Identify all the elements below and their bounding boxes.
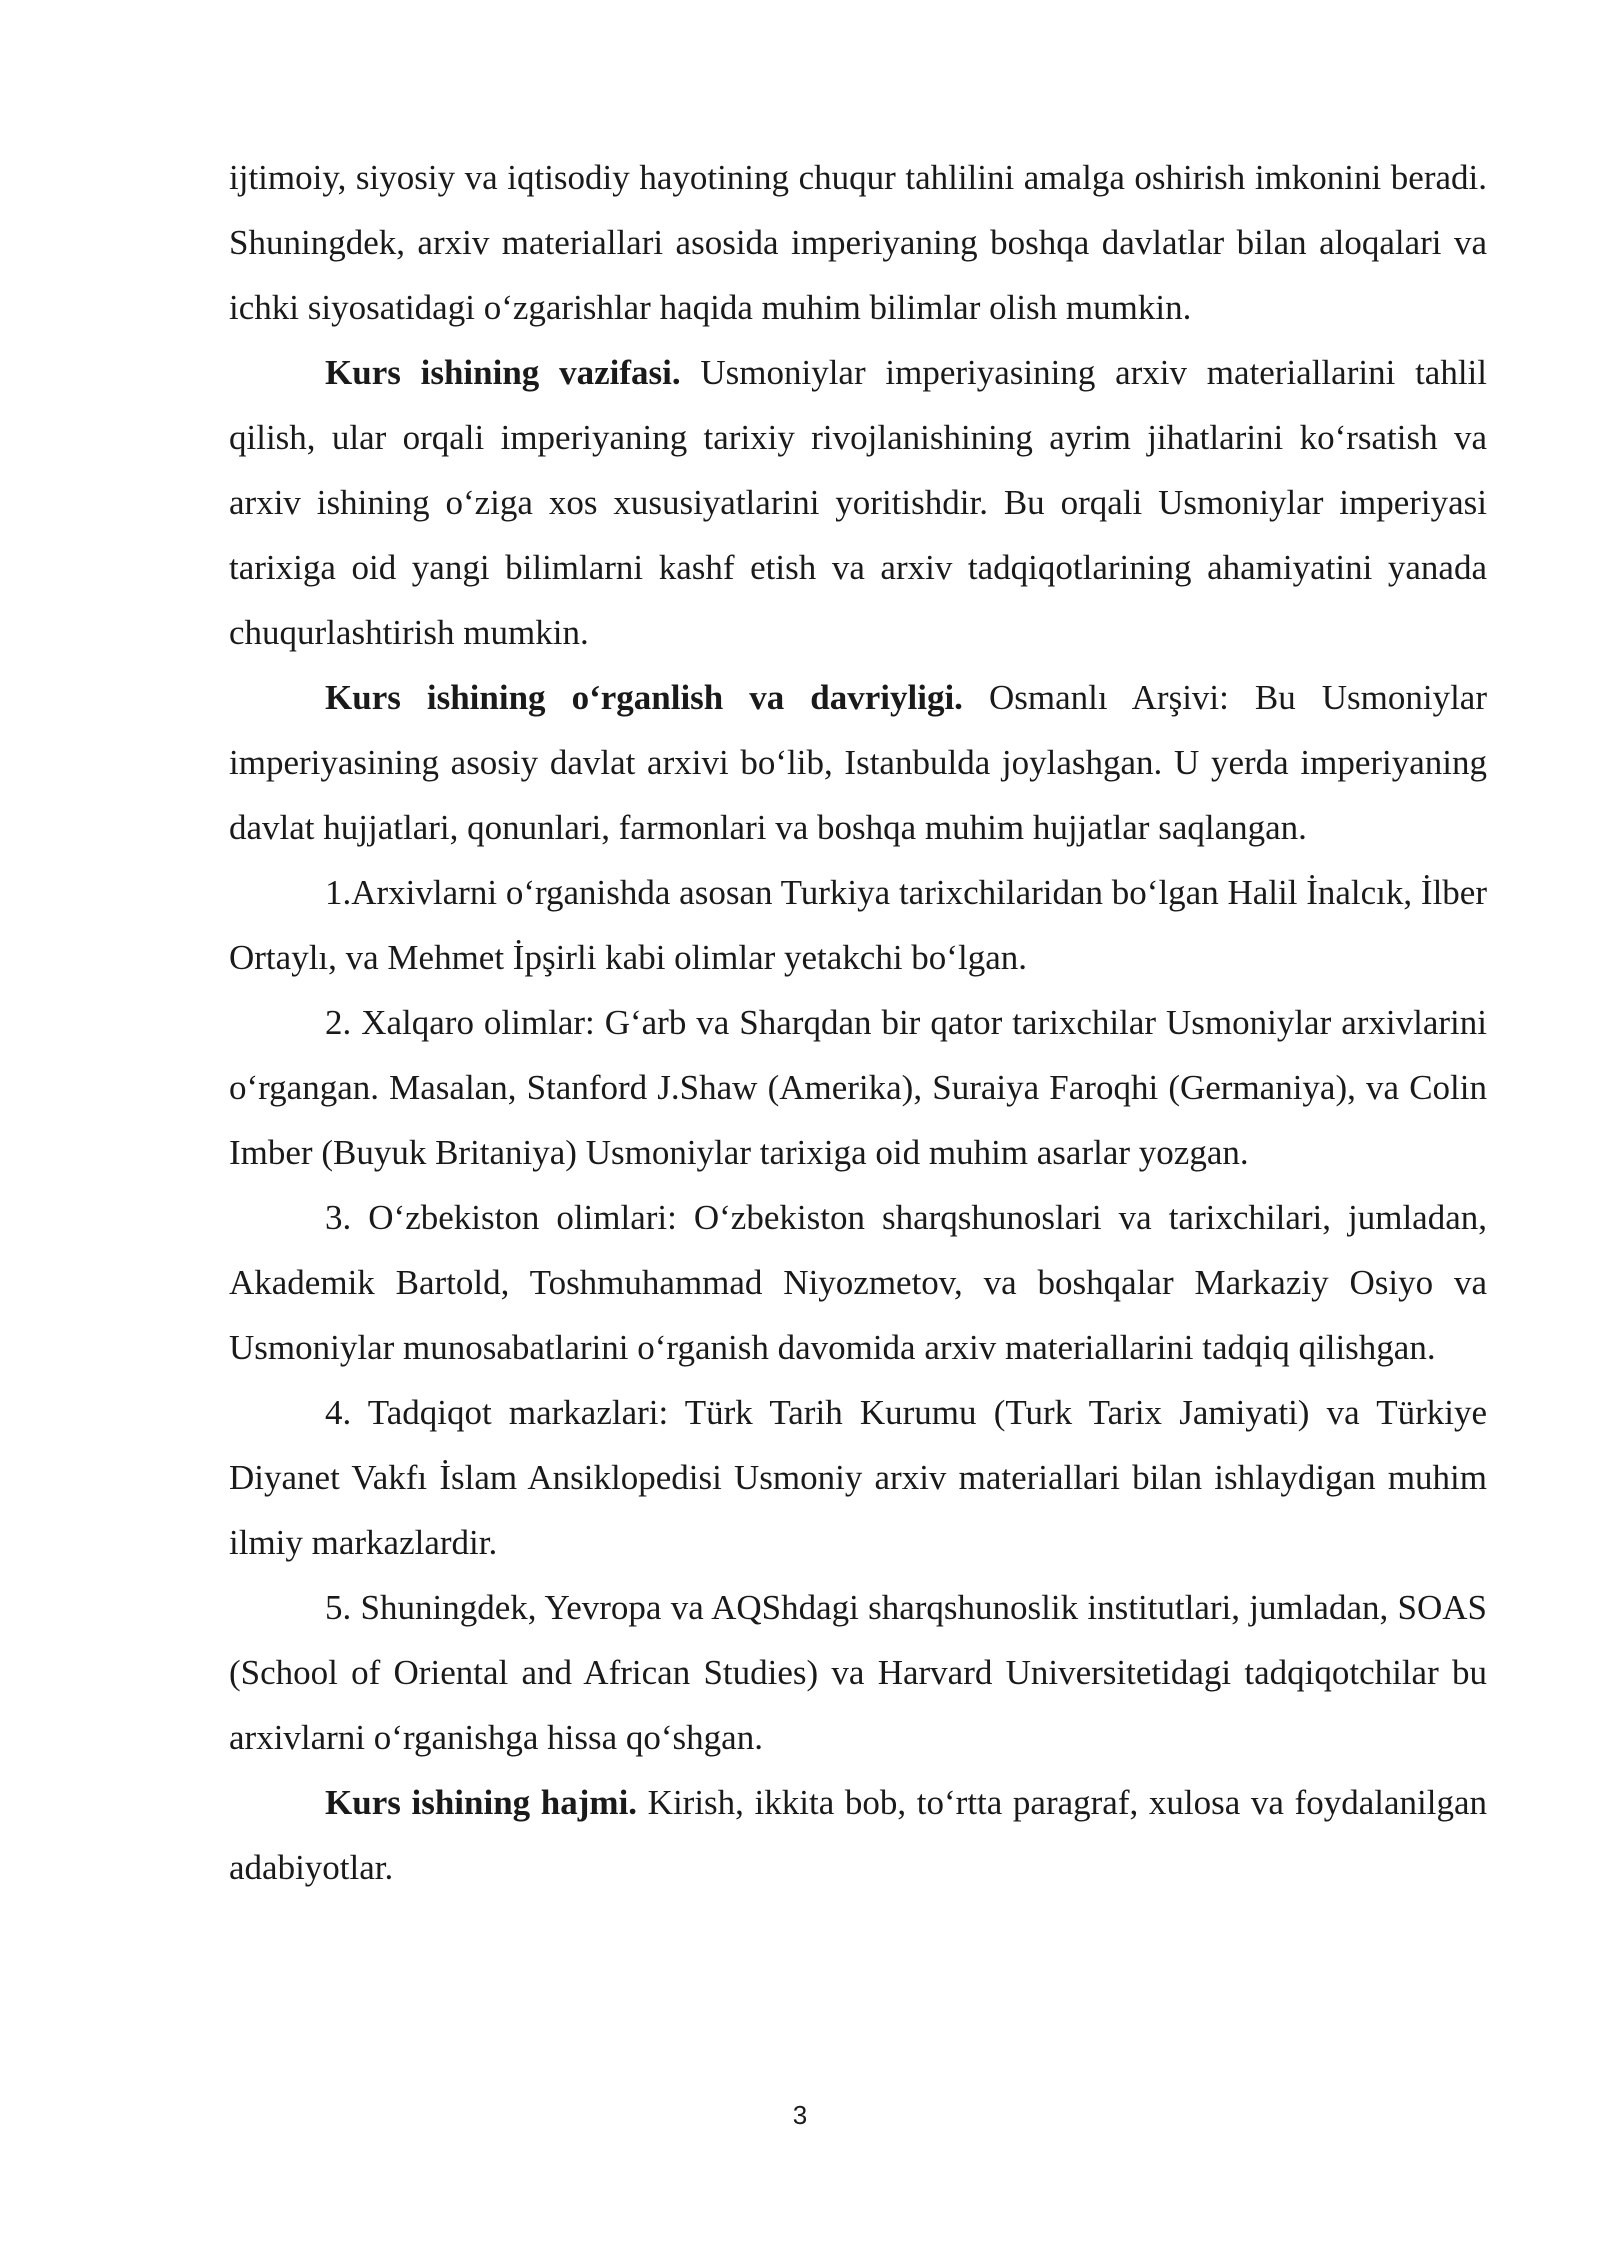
paragraph-text: 5. Shuningdek, Yevropa va AQShdagi sharqshunoslik institutlari, jumladan, SOAS (School of Oriental and African Studies) va Harvard Universitetidagi tadqiqotchilar bu arxivlarni oʻrganishga hissa qoʻshgan. xyxy=(229,1588,1487,1757)
paragraph-text: 3. Oʻzbekiston olimlari: Oʻzbekiston sharqshunoslari va tarixchilari, jumladan, Akademik Bartold, Toshmuhammad Niyozmetov, va boshqalar Markaziy Osiyo va Usmoniylar munosabatlarini oʻrganish davomida arxiv materiallarini tadqiq qilishgan. xyxy=(229,1198,1487,1367)
paragraph-text: ijtimoiy, siyosiy va iqtisodiy hayotining chuqur tahlilini amalga oshirish imkonini beradi. Shuningdek, arxiv materiallari asosida imperiyaning boshqa davlatlar bilan aloqalari va ichki siyosatidagi oʻzgarishlar haqida muhim bilimlar olish mumkin. xyxy=(229,158,1487,327)
list-item-2 xyxy=(229,990,1487,1185)
paragraph-text: 2. Xalqaro olimlar: Gʻarb va Sharqdan bir qator tarixchilar Usmoniylar arxivlarini oʻrgangan. Masalan, Stanford J.Shaw (Amerika), Suraiya Faroqhi (Germaniya), va Colin Imber (Buyuk Britaniya) Usmoniylar tarixiga oid muhim asarlar yozgan. xyxy=(229,1003,1487,1172)
paragraph-volume xyxy=(229,1770,1487,1900)
paragraph-text: Kirish, ikkita bob, toʻrtta paragraf, xulosa va foydalanilgan adabiyotlar. xyxy=(229,1783,1487,1887)
paragraph-continuation xyxy=(229,145,1487,340)
paragraph-heading: Kurs ishining vazifasi. xyxy=(325,353,681,392)
paragraph-heading: Kurs ishining oʻrganlish va davriyligi. xyxy=(325,678,963,717)
paragraph-text: Osmanlı Arşivi: Bu Usmoniylar imperiyasining asosiy davlat arxivi boʻlib, Istanbulda joylashgan. U yerda imperiyaning davlat hujjatlari, qonunlari, farmonlari va boshqa muhim hujjatlar saqlangan. xyxy=(229,678,1487,847)
list-item-4 xyxy=(229,1380,1487,1575)
paragraph-text: 4. Tadqiqot markazlari: Türk Tarih Kurumu (Turk Tarix Jamiyati) va Türkiye Diyanet Vakfı İslam Ansiklopedisi Usmoniy arxiv materiallari bilan ishlaydigan muhim ilmiy markazlardir. xyxy=(229,1393,1487,1562)
paragraph-task xyxy=(229,340,1487,665)
paragraph-text: Usmoniylar imperiyasining arxiv materiallarini tahlil qilish, ular orqali imperiyaning tarixiy rivojlanishining ayrim jihatlarini koʻrsatish va arxiv ishining oʻziga xos xususiyatlarini yoritishdir. Bu orqali Usmoniylar imperiyasi tarixiga oid yangi bilimlarni kashf etish va arxiv tadqiqotlarining ahamiyatini yanada chuqurlashtirish mumkin. xyxy=(229,353,1487,652)
body-text xyxy=(229,145,1487,1900)
list-item-1 xyxy=(229,860,1487,990)
page-number: 3 xyxy=(792,2100,808,2130)
paragraph-text: 1.Arxivlarni oʻrganishda asosan Turkiya tarixchilaridan boʻlgan Halil İnalcık, İlber Ortaylı, va Mehmet İpşirli kabi olimlar yetakchi boʻlgan. xyxy=(229,873,1487,977)
list-item-3 xyxy=(229,1185,1487,1380)
paragraph-heading: Kurs ishining hajmi. xyxy=(325,1783,638,1822)
list-item-5 xyxy=(229,1575,1487,1770)
paragraph-study-scope xyxy=(229,665,1487,860)
